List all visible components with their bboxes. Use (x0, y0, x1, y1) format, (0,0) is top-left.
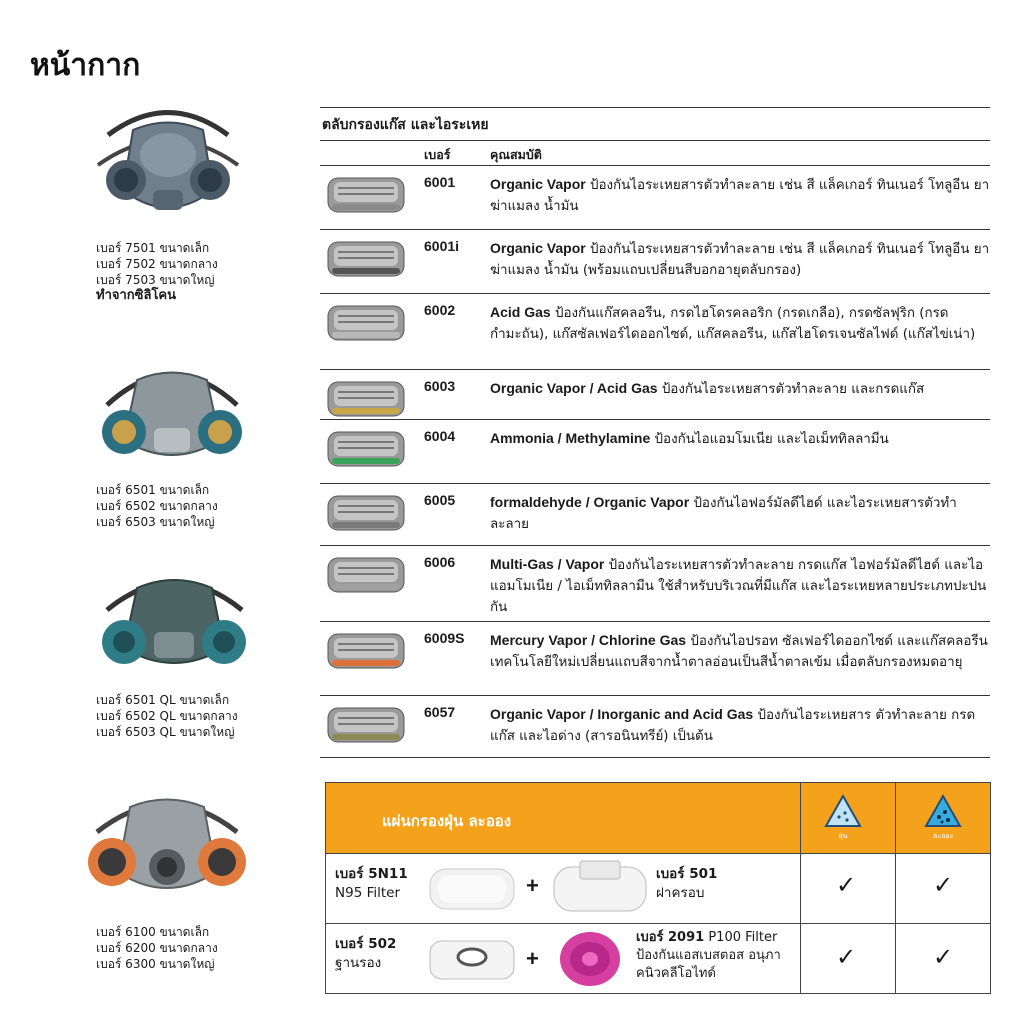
cartridge-image (324, 552, 410, 600)
cartridge-description (490, 378, 990, 400)
dust-row-1-left (335, 865, 408, 903)
cartridge-type: Organic Vapor / Acid Gas (490, 380, 658, 396)
mask-caption-6000 (96, 924, 218, 972)
cartridge-type: Acid Gas (490, 304, 551, 320)
cartridge-use: ป้องกันไอระเหยสารตัวทำละลาย และกรดแก๊ส (661, 382, 925, 397)
cartridge-row (320, 369, 990, 420)
cartridge-number: 6005 (424, 492, 456, 508)
cartridge-image (324, 426, 410, 474)
mist-hazard-icon (923, 793, 963, 841)
mask-line: เบอร์ 6502 QL ขนาดกลาง (96, 709, 238, 723)
mask-line: เบอร์ 6200 ขนาดกลาง (96, 941, 218, 955)
respirator-7500-image (88, 95, 248, 225)
n95-filter-pad-image (426, 861, 518, 915)
cartridge-number: 6004 (424, 428, 456, 444)
respirator-6500-image (92, 350, 252, 470)
cartridge-number: 6003 (424, 378, 456, 394)
cartridge-image (324, 376, 410, 424)
cartridge-description (490, 630, 990, 673)
retainer-501-sub: ฝาครอบ (656, 885, 705, 901)
column-property-header: คุณสมบัติ (490, 147, 542, 162)
cartridge-number: 6001 (424, 174, 456, 190)
dust-row-2-right (636, 929, 796, 983)
cartridge-row (320, 229, 990, 294)
plus-icon: + (526, 873, 539, 898)
mask-line: เบอร์ 6501 ขนาดเล็ก (96, 483, 210, 497)
cartridge-row (320, 165, 990, 230)
filter-retainer-501-image (550, 857, 650, 917)
cartridge-image (324, 490, 410, 538)
dust-filter-header (326, 783, 990, 853)
cartridge-description (490, 302, 990, 345)
cartridge-type: Organic Vapor / Inorganic and Acid Gas (490, 706, 754, 722)
respirator-6000-image (82, 782, 252, 907)
mask-caption-6500 (96, 482, 218, 530)
mask-caption-6500ql (96, 692, 238, 740)
cartridge-table-title: ตลับกรองแก๊ส และไอระเหย (322, 117, 489, 133)
cartridge-description (490, 428, 990, 450)
cartridge-image (324, 628, 410, 676)
cartridge-image (324, 236, 410, 284)
filter-2091-code: เบอร์ 2091 (636, 930, 705, 945)
cartridge-type: Mercury Vapor / Chlorine Gas (490, 632, 687, 648)
mask-line: เบอร์ 7502 ขนาดกลาง (96, 257, 218, 271)
dust-filter-title: แผ่นกรองฝุ่น ละออง (382, 812, 512, 830)
dust-filter-table (325, 782, 991, 994)
cartridge-use: ป้องกันไอระเหยสารตัวทำละลาย กรดแก๊ส ไอฟอร์มัลดีไฮด์ และไอแอมโมเนีย / ไอเม็ททิลลามีน ใช้สำหรับบริเวณที่มีแก๊ส และไอระเหยหลายประเภทปะปนกัน (490, 558, 987, 615)
cartridge-number: 6057 (424, 704, 456, 720)
mask-line: เบอร์ 7501 ขนาดเล็ก (96, 241, 210, 255)
cartridge-image (324, 172, 410, 220)
mask-caption-7500 (96, 240, 218, 304)
cartridge-number: 6002 (424, 302, 456, 318)
mask-material-note: ทำจากซิลิโคน (96, 288, 177, 303)
cartridge-use: ป้องกันไอแอมโมเนีย และไอเม็ททิลลามีน (654, 432, 889, 447)
column-number-header: เบอร์ (424, 147, 451, 162)
cartridge-description (490, 238, 990, 281)
check-icon: ✓ (836, 871, 857, 899)
check-icon: ✓ (933, 871, 954, 899)
cartridge-description (490, 704, 990, 747)
p100-filter-2091-image (556, 929, 626, 989)
mask-line: เบอร์ 6100 ขนาดเล็ก (96, 925, 210, 939)
cartridge-number: 6001i (424, 238, 460, 254)
cartridge-use: ป้องกันไอปรอท ซัลเฟอร์ไดออกไซด์ และแก๊สคลอรีน เทคโนโลยีใหม่เปลี่ยนแถบสีจากน้ำตาลอ่อนเป็นสีน้ำตาลเข้ม เมื่อตลับกรองหมดอายุ (490, 634, 988, 670)
filter-adapter-502-image (426, 931, 518, 987)
filter-2091-type: P100 Filter (708, 930, 778, 945)
dust-row-1-right (656, 865, 717, 903)
cartridge-row (320, 621, 990, 696)
adapter-502-sub: ฐานรอง (335, 955, 382, 971)
respirator-6500ql-image (92, 560, 257, 680)
mask-line: เบอร์ 6503 ขนาดใหญ่ (96, 515, 215, 529)
cartridge-table-header (320, 140, 990, 165)
cartridge-description (490, 492, 990, 535)
cartridge-use: ป้องกันไอระเหยสารตัวทำละลาย เช่น สี แล็คเกอร์ ทินเนอร์ โทลูอีน ยาฆ่าแมลง น้ำมัน (490, 178, 990, 214)
cartridge-image (324, 702, 410, 750)
cartridge-type: Organic Vapor (490, 176, 586, 192)
cartridge-type: formaldehyde / Organic Vapor (490, 494, 690, 510)
cartridge-table (320, 107, 990, 785)
retainer-501-code: เบอร์ 501 (656, 866, 718, 882)
cartridge-rows (320, 165, 990, 785)
check-icon: ✓ (933, 943, 954, 971)
dust-hazard-icon (823, 793, 863, 841)
dust-hazard-label: ฝุ่น (838, 832, 848, 840)
cartridge-use: ป้องกันไอฟอร์มัลดีไฮด์ และไอระเหยสารตัวทำละลาย (490, 496, 957, 532)
cartridge-row (320, 293, 990, 370)
cartridge-type: Ammonia / Methylamine (490, 430, 651, 446)
cartridge-use: ป้องกันไอระเหยสารตัวทำละลาย เช่น สี แล็คเกอร์ ทินเนอร์ โทลูอีน ยาฆ่าแมลง น้ำมัน (พร้อมแถบเปลี่ยนสีบอกอายุตลับกรอง) (490, 242, 990, 278)
dust-row-2-left (335, 935, 396, 973)
filter-5n11-sub: N95 Filter (335, 885, 401, 901)
mask-line: เบอร์ 6300 ขนาดใหญ่ (96, 957, 215, 971)
page-title: หน้ากาก (30, 48, 141, 83)
cartridge-type: Organic Vapor (490, 240, 586, 256)
cartridge-description (490, 174, 990, 217)
cartridge-use: ป้องกันแก๊สคลอรีน, กรดไฮโดรคลอริก (กรดเกลือ), กรดซัลฟุริก (กรดกำมะถัน), แก๊สซัลเฟอร์ไดออกไซด์, แก๊สคลอรีน, แก๊สไฮโดรเจนซัลไฟด์ (แก๊สไข่เน่า) (490, 306, 976, 342)
cartridge-number: 6006 (424, 554, 456, 570)
check-icon: ✓ (836, 943, 857, 971)
cartridge-row (320, 419, 990, 484)
adapter-502-code: เบอร์ 502 (335, 936, 397, 952)
filter-5n11-code: เบอร์ 5N11 (335, 866, 408, 882)
cartridge-image (324, 300, 410, 348)
mask-line: เบอร์ 6503 QL ขนาดใหญ่ (96, 725, 235, 739)
mist-hazard-label: ละออง (933, 832, 953, 840)
cartridge-description (490, 554, 990, 618)
cartridge-row (320, 695, 990, 758)
cartridge-type: Multi-Gas / Vapor (490, 556, 605, 572)
cartridge-use: ป้องกันไอระเหยสาร ตัวทำละลาย กรดแก๊ส และไอด่าง (สารอนินทรีย์) เป็นต้น (490, 708, 976, 744)
filter-2091-desc: ป้องกันแอสเบสตอส อนุภาคนิวคลีโอไทด์ (636, 948, 781, 981)
mask-line: เบอร์ 7503 ขนาดใหญ่ (96, 273, 215, 287)
plus-icon: + (526, 946, 539, 971)
mask-line: เบอร์ 6501 QL ขนาดเล็ก (96, 693, 230, 707)
cartridge-row (320, 483, 990, 546)
cartridge-row (320, 545, 990, 622)
cartridge-number: 6009S (424, 630, 465, 646)
mask-line: เบอร์ 6502 ขนาดกลาง (96, 499, 218, 513)
